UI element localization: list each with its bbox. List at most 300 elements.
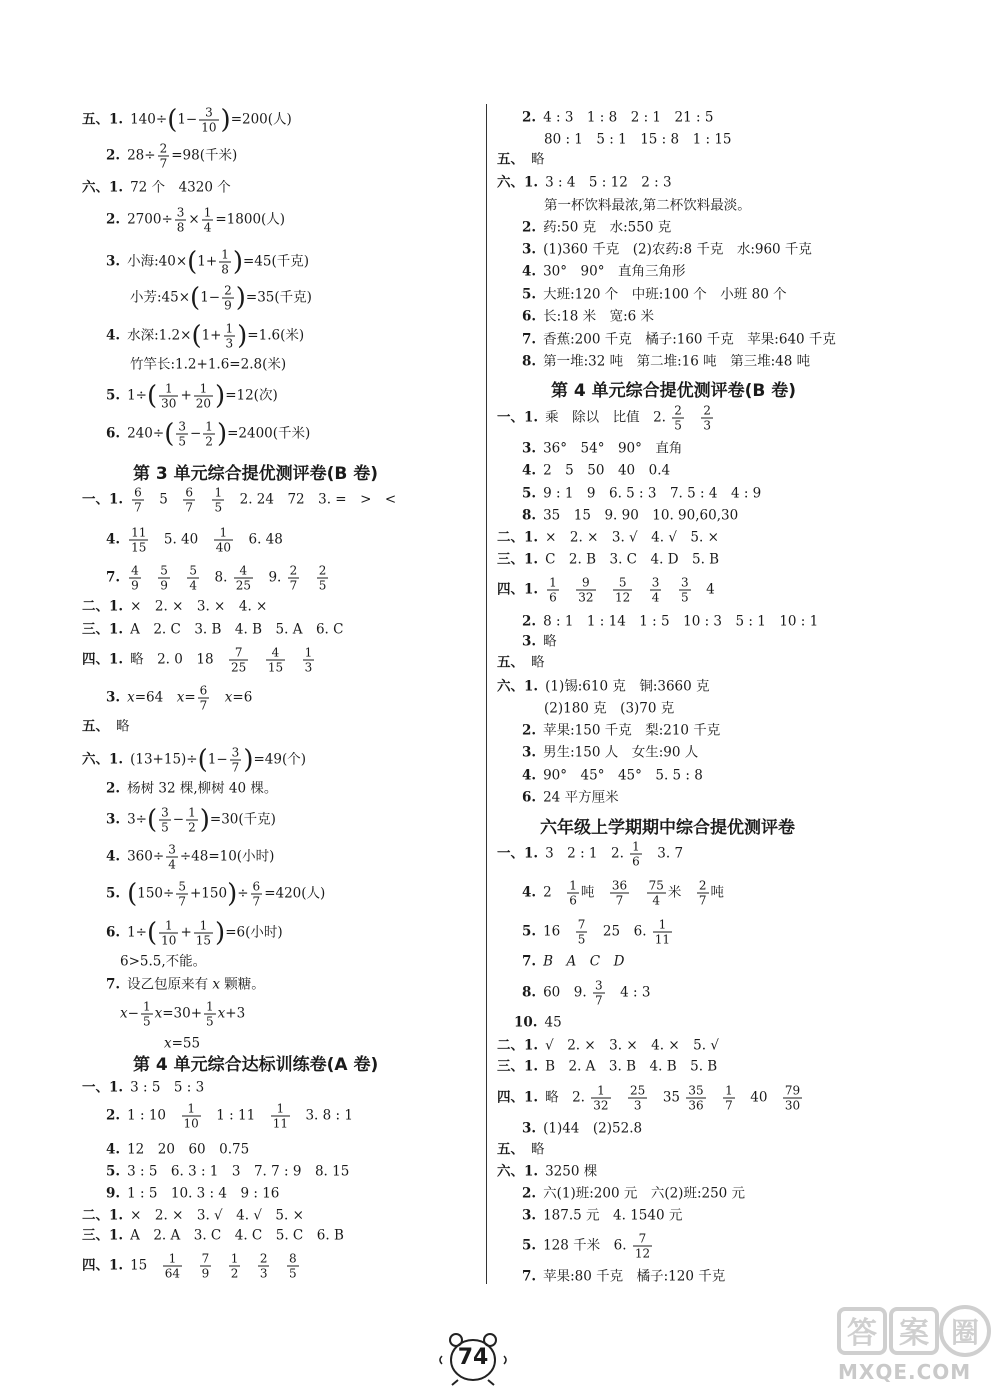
item-label: 4. xyxy=(522,263,537,280)
numerator: 1 xyxy=(214,526,233,541)
answer-text: 45 xyxy=(544,1014,562,1031)
item-label: 四、1. xyxy=(497,1089,539,1106)
item-label: 3. xyxy=(522,744,537,761)
answer-text: 60 9. xyxy=(543,984,591,1001)
answer-text xyxy=(598,582,612,598)
answer-text: A 2. C 3. B 4. B 5. A 6. C xyxy=(130,621,344,638)
answer-text: 25 6. xyxy=(589,923,651,940)
item-label: 五、 xyxy=(497,151,524,168)
answer-line xyxy=(522,442,682,456)
answer-text: 90° 45° 45° 5. 5 : 8 xyxy=(543,767,703,784)
numerator: 6 xyxy=(199,683,208,698)
answer-text: 1− xyxy=(200,289,221,306)
answer-line xyxy=(497,531,719,545)
numerator: 1 xyxy=(188,805,196,820)
answer-text: × 2. × 3. × 4. × xyxy=(130,598,268,615)
item-label: 2. xyxy=(522,109,537,126)
item-label: 10. xyxy=(514,1014,538,1031)
answer-text: 药:50 克 水:550 克 xyxy=(543,219,672,236)
denominator: 20 xyxy=(195,396,212,411)
answer-text: 1− xyxy=(177,111,198,128)
answer-text xyxy=(613,1090,627,1106)
answer-text: 第一杯饮料最浓,第二杯饮料最淡。 xyxy=(544,197,751,214)
big-parenthesis: ) xyxy=(215,918,226,948)
answer-text: 128 千米 6. xyxy=(543,1237,631,1254)
big-parenthesis: ) xyxy=(227,879,238,909)
denominator: 8 xyxy=(176,220,185,235)
denominator: 4 xyxy=(652,893,661,908)
answer-line xyxy=(497,553,719,567)
denominator: 4 xyxy=(189,578,198,593)
item-label: 5. xyxy=(106,885,121,902)
answer-line xyxy=(522,1270,725,1284)
column-divider xyxy=(486,104,487,1284)
numerator: 3 xyxy=(176,205,185,220)
variable: x xyxy=(176,689,185,706)
answer-text xyxy=(561,582,575,598)
item-label: 六、1. xyxy=(497,1163,539,1180)
denominator: 7 xyxy=(615,893,624,908)
svg-text:案: 案 xyxy=(899,1316,929,1351)
answer-text: 6>5.5,不能。 xyxy=(120,953,207,970)
numerator: 1 xyxy=(163,1252,182,1267)
answer-text xyxy=(631,885,645,901)
denominator: 9 xyxy=(201,1266,210,1281)
variable: B xyxy=(543,953,554,970)
answer-line xyxy=(522,724,720,738)
answer-text: (1)360 千克 (2)农药:8 千克 水:960 千克 xyxy=(543,241,812,258)
answer-text: 长:18 米 宽:6 米 xyxy=(543,308,655,325)
variable: x xyxy=(212,976,221,993)
item-label: 4. xyxy=(106,1141,121,1158)
answer-text: 略 xyxy=(116,718,130,735)
answer-text: − xyxy=(127,1005,139,1022)
denominator: 4 xyxy=(651,590,660,605)
answer-line xyxy=(522,243,812,257)
numerator: 1 xyxy=(230,1251,239,1266)
item-label: 四、1. xyxy=(497,581,539,598)
denominator: 7 xyxy=(594,993,603,1008)
item-label: 三、1. xyxy=(497,551,539,568)
answer-text: +150 xyxy=(189,885,228,902)
answer-line xyxy=(522,791,619,805)
section-title: 第 4 单元综合达标训练卷(A 卷) xyxy=(133,1055,379,1075)
big-parenthesis: ) xyxy=(216,419,228,449)
denominator: 5 xyxy=(206,1014,214,1029)
answer-text: 24 平方厘米 xyxy=(543,789,619,806)
denominator: 11 xyxy=(654,932,671,947)
numerator: 8 xyxy=(288,1251,297,1266)
answer-text: 35 xyxy=(649,1089,685,1106)
numerator: 79 xyxy=(784,1083,801,1098)
numerator: 3 xyxy=(168,842,176,857)
item-label: 五、 xyxy=(82,718,109,735)
answer-text: 2 5 50 40 0.4 xyxy=(543,462,671,479)
item-label: 二、1. xyxy=(497,529,539,546)
answer-line xyxy=(497,576,715,605)
numerator: 1 xyxy=(271,1102,290,1117)
answer-line xyxy=(522,879,724,908)
answer-text: 3. 8 : 1 xyxy=(291,1107,353,1124)
numerator: 7 xyxy=(201,1251,210,1266)
answer-text: =30+ xyxy=(162,1005,203,1022)
numerator: 1 xyxy=(304,645,313,660)
answer-text: 8 : 1 1 : 14 1 : 5 10 : 3 5 : 1 10 : 1 xyxy=(543,613,819,630)
answer-text: 140÷ xyxy=(130,111,168,128)
answer-text: (13+15)÷ xyxy=(130,751,198,768)
variable: x xyxy=(154,1005,163,1022)
big-parenthesis: ) xyxy=(243,745,254,775)
numerator: 6 xyxy=(134,485,142,500)
answer-line xyxy=(522,333,836,347)
answer-line xyxy=(544,199,751,213)
numerator: 7 xyxy=(229,646,248,661)
variable: x xyxy=(127,689,135,706)
numerator: 1 xyxy=(142,999,151,1014)
answer-text: 杨树 32 棵,柳树 40 棵。 xyxy=(127,780,278,797)
item-label: 3. xyxy=(106,811,121,828)
answer-text: 略 xyxy=(531,654,545,671)
item-label: 四、1. xyxy=(82,1257,124,1274)
denominator: 6 xyxy=(549,590,557,605)
denominator: 10 xyxy=(161,933,177,948)
item-label: 六、1. xyxy=(497,678,539,695)
answer-text: (1)44 (2)52.8 xyxy=(543,1120,643,1137)
answer-text: =49(个) xyxy=(253,751,306,768)
item-label: 8. xyxy=(522,507,537,524)
answer-line xyxy=(522,1187,745,1201)
answer-text: B 2. A 3. B 4. B 5. B xyxy=(545,1058,718,1075)
answer-text: 240÷ xyxy=(127,425,165,442)
denominator: 4 xyxy=(168,857,176,872)
big-parenthesis: ) xyxy=(220,105,231,135)
answer-line xyxy=(497,1060,717,1074)
numerator: 2 xyxy=(289,563,298,578)
numerator: 3 xyxy=(199,106,218,121)
variable: A xyxy=(566,953,577,970)
item-label: 3. xyxy=(522,1120,537,1137)
answer-text: 大班:120 个 中班:100 个 小班 80 个 xyxy=(543,286,787,303)
answer-text: =30(千克) xyxy=(209,811,276,828)
fraction xyxy=(653,918,672,947)
big-parenthesis: ) xyxy=(232,247,243,277)
answer-text: 3 2 : 1 2. xyxy=(545,845,629,862)
item-label: 7. xyxy=(106,569,121,586)
answer-text: =98(千米) xyxy=(171,147,238,164)
item-label: 5. xyxy=(522,485,537,502)
item-label: 五、 xyxy=(497,1141,524,1158)
answer-text: 5. 40 xyxy=(150,531,212,548)
item-label: 4. xyxy=(106,531,121,548)
item-label: 5. xyxy=(106,1163,121,1180)
answer-text: ÷48=10(小时) xyxy=(179,848,275,865)
section-title: 六年级上学期期中综合提优测评卷 xyxy=(540,818,795,838)
watermark-text: MXQE.COM xyxy=(838,1360,972,1384)
answer-line xyxy=(497,656,545,670)
numerator: 2 xyxy=(318,563,327,578)
answer-text: =2400(千米) xyxy=(227,425,311,442)
answer-text: 竹竿长:1.2+1.6=2.8(米) xyxy=(130,356,287,373)
answer-text: 36° 54° 90° 直角 xyxy=(543,440,683,457)
fraction xyxy=(647,879,666,908)
item-label: 6. xyxy=(106,924,121,941)
denominator: 7 xyxy=(725,1098,733,1113)
denominator: 15 xyxy=(131,540,147,555)
numerator: 1 xyxy=(225,321,234,336)
item-label: 2. xyxy=(106,211,121,228)
answer-text: 4 xyxy=(692,581,715,598)
answer-text: =64 xyxy=(134,689,177,706)
denominator: 25 xyxy=(235,578,251,593)
answer-text xyxy=(686,410,700,426)
item-label: 三、1. xyxy=(82,621,124,638)
answer-text: A 2. A 3. C 4. C 5. C 6. B xyxy=(130,1227,344,1244)
big-parenthesis: ( xyxy=(147,805,158,835)
answer-text: 小芳:45× xyxy=(130,289,191,306)
numerator: 3 xyxy=(651,575,660,590)
answer-line xyxy=(522,355,810,369)
denominator: 7 xyxy=(698,893,707,908)
denominator: 7 xyxy=(252,894,261,909)
answer-text: 80 : 1 5 : 1 15 : 8 1 : 15 xyxy=(544,131,732,148)
numerator: 1 xyxy=(206,999,214,1014)
numerator: 75 xyxy=(648,878,664,893)
answer-line xyxy=(497,1039,719,1053)
denominator: 4 xyxy=(203,220,212,235)
denominator: 32 xyxy=(578,590,594,605)
item-label: 7. xyxy=(522,331,537,348)
fraction xyxy=(650,576,662,605)
denominator: 11 xyxy=(272,1116,288,1131)
fraction xyxy=(701,404,713,433)
answer-text: 1÷ xyxy=(127,924,147,941)
numerator: 1 xyxy=(159,382,178,397)
item-label: 4. xyxy=(106,327,121,344)
denominator: 7 xyxy=(231,760,240,775)
answer-text: 28÷ xyxy=(127,147,156,164)
answer-text: 略 2. 0 18 xyxy=(130,651,228,668)
big-parenthesis: ( xyxy=(190,283,201,313)
answer-line xyxy=(522,1122,642,1136)
answer-text: =55 xyxy=(171,1035,201,1052)
item-label: 六、1. xyxy=(497,174,539,191)
answer-text: × xyxy=(188,211,200,228)
numerator: 7 xyxy=(577,917,586,932)
item-label: 二、1. xyxy=(497,1037,539,1054)
answer-text: 吨 xyxy=(710,884,725,901)
answer-text: 3 : 5 5 : 3 xyxy=(130,1079,205,1096)
denominator: 5 xyxy=(680,590,689,605)
answer-line xyxy=(497,1084,804,1113)
item-label: 五、 xyxy=(497,654,524,671)
answer-line xyxy=(522,615,818,629)
fraction xyxy=(686,1084,705,1113)
numerator: 1 xyxy=(653,918,672,933)
answer-text: =12(次) xyxy=(225,387,278,404)
variable: x xyxy=(217,1005,226,1022)
answer-line xyxy=(522,310,654,324)
item-label: 一、1. xyxy=(497,409,539,426)
answer-line xyxy=(497,1165,597,1179)
numerator: 7 xyxy=(633,1232,652,1247)
denominator: 6 xyxy=(632,854,640,869)
denominator: 15 xyxy=(267,660,284,675)
numerator: 5 xyxy=(160,563,168,578)
fraction xyxy=(679,576,691,605)
answer-text: 1÷ xyxy=(127,387,147,404)
answer-text: 1 : 11 xyxy=(202,1107,269,1124)
big-parenthesis: ) xyxy=(215,381,226,411)
answer-text xyxy=(553,953,567,969)
denominator: 5 xyxy=(288,1266,297,1281)
denominator: 7 xyxy=(199,698,208,713)
denominator: 15 xyxy=(195,933,212,948)
denominator: 12 xyxy=(634,1246,651,1261)
item-label: 3. xyxy=(106,253,121,270)
item-label: 2. xyxy=(106,147,121,164)
answer-text: + xyxy=(180,924,192,941)
answer-text: 4 : 3 1 : 8 2 : 1 21 : 5 xyxy=(543,109,714,126)
answer-text: 360÷ xyxy=(127,848,165,865)
answer-text: 16 xyxy=(543,923,574,940)
denominator: 36 xyxy=(688,1098,704,1113)
answer-text: 1 : 5 10. 3 : 4 9 : 16 xyxy=(127,1185,280,1202)
big-parenthesis: ( xyxy=(197,745,208,775)
answer-text: =420(人) xyxy=(264,885,326,902)
answer-text xyxy=(600,953,614,969)
item-label: 2. xyxy=(522,1185,537,1202)
answer-line xyxy=(497,176,672,190)
answer-text: − xyxy=(189,425,202,442)
numerator: 2 xyxy=(159,141,168,156)
denominator: 7 xyxy=(289,578,298,593)
big-parenthesis: ( xyxy=(127,879,138,909)
denominator: 5 xyxy=(142,1014,151,1029)
answer-line xyxy=(522,288,787,302)
answer-text: 3. 7 xyxy=(643,845,684,862)
answer-text: 1− xyxy=(207,751,228,768)
answer-text: 苹果:150 千克 梨:210 千克 xyxy=(543,722,721,739)
variable: C xyxy=(589,953,601,970)
fraction xyxy=(613,576,632,605)
answer-text: 72 个 4320 个 xyxy=(130,179,231,196)
item-label: 5. xyxy=(522,286,537,303)
answer-text: 9. xyxy=(254,569,286,586)
numerator: 1 xyxy=(159,919,178,934)
denominator: 40 xyxy=(215,540,232,555)
numerator: 3 xyxy=(161,805,169,820)
answer-text: 5 xyxy=(145,491,182,508)
item-label: 一、1. xyxy=(497,845,539,862)
denominator: 5 xyxy=(577,932,586,947)
answer-text: × 2. × 3. √ 4. √ 5. × xyxy=(545,529,719,546)
answer-text: 2. 24 72 3. = > < xyxy=(226,491,397,508)
numerator: 3 xyxy=(680,575,689,590)
item-label: 9. xyxy=(106,1185,121,1202)
big-parenthesis: ( xyxy=(167,105,178,135)
answer-text: 吨 xyxy=(580,884,608,901)
big-parenthesis: ( xyxy=(191,321,202,351)
answer-line xyxy=(522,221,671,235)
answer-text: 3 : 4 5 : 12 2 : 3 xyxy=(545,174,672,191)
answer-text xyxy=(663,582,677,598)
item-label: 2. xyxy=(522,613,537,630)
numerator: 6 xyxy=(185,485,193,500)
item-label: 6. xyxy=(106,425,121,442)
big-parenthesis: ) xyxy=(237,321,248,351)
answer-text: 米 xyxy=(667,884,695,901)
answer-text: =1800(人) xyxy=(215,211,286,228)
answer-text: 3÷ xyxy=(127,811,147,828)
answer-line xyxy=(497,153,545,167)
big-parenthesis: ) xyxy=(199,805,210,835)
answer-text: =1.6(米) xyxy=(247,327,305,344)
answer-text: 乘 除以 比值 2. xyxy=(545,409,671,426)
item-label: 六、1. xyxy=(82,751,124,768)
answer-text: =6 xyxy=(232,689,253,706)
answer-line xyxy=(522,769,703,783)
answer-text: 4 : 3 xyxy=(606,984,651,1001)
numerator: 35 xyxy=(688,1083,704,1098)
denominator: 3 xyxy=(703,418,712,433)
numerator: 2 xyxy=(698,878,707,893)
answer-text: (1)锡:610 克 铜:3660 克 xyxy=(545,678,710,695)
numerator: 4 xyxy=(234,564,253,579)
answer-text: 略 xyxy=(531,151,545,168)
item-label: 3. xyxy=(522,241,537,258)
numerator: 2 xyxy=(703,403,712,418)
fraction xyxy=(633,1232,652,1261)
denominator: 30 xyxy=(784,1098,801,1113)
item-label: 四、1. xyxy=(82,651,124,668)
answer-text: 颗糖。 xyxy=(220,976,265,993)
answer-text: (2)180 克 (3)70 克 xyxy=(544,700,675,717)
answer-text: 40 xyxy=(736,1089,781,1106)
answer-line xyxy=(514,1016,562,1030)
answer-text: 六(1)班:200 元 六(2)班:250 元 xyxy=(543,1185,746,1202)
answer-text: × 2. × 3. √ 4. √ 5. × xyxy=(130,1207,304,1224)
denominator: 3 xyxy=(633,1098,642,1113)
item-label: 5. xyxy=(522,1237,537,1254)
item-label: 4. xyxy=(522,462,537,479)
denominator: 3 xyxy=(304,660,313,675)
answer-text: C 2. B 3. C 4. D 5. B xyxy=(545,551,720,568)
answer-text xyxy=(708,1090,722,1106)
fraction xyxy=(567,879,579,908)
denominator: 3 xyxy=(225,336,234,351)
denominator: 7 xyxy=(159,156,168,171)
item-label: 4. xyxy=(522,884,537,901)
svg-text:答: 答 xyxy=(847,1316,877,1351)
answer-text: =200(人) xyxy=(230,111,292,128)
numerator: 5 xyxy=(178,879,186,894)
item-label: 5. xyxy=(522,923,537,940)
numerator: 9 xyxy=(576,576,595,591)
item-label: 二、1. xyxy=(82,1207,124,1224)
answer-text: 15 xyxy=(130,1257,161,1274)
numerator: 5 xyxy=(613,576,632,591)
item-label: 6. xyxy=(522,789,537,806)
answer-text: =35(千克) xyxy=(245,289,312,306)
fraction xyxy=(672,404,684,433)
section-title: 第 4 单元综合提优测评卷(B 卷) xyxy=(551,381,797,401)
answer-line xyxy=(522,1232,654,1261)
answer-text: =45(千克) xyxy=(243,253,310,270)
numerator: 1 xyxy=(194,919,213,934)
numerator: 3 xyxy=(231,745,240,760)
answer-line xyxy=(522,635,557,649)
denominator: 3 xyxy=(259,1266,268,1281)
